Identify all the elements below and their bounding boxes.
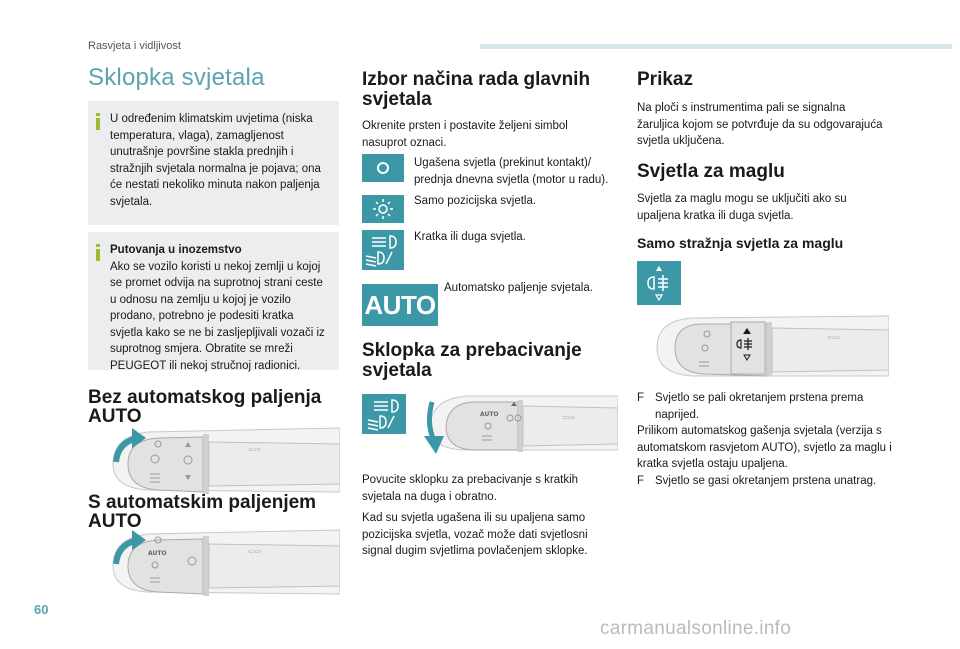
position-lights-icon [362, 195, 404, 223]
heading-mode-selection: Izbor načina rada glavnih svjetala [362, 69, 591, 110]
stalk-auto-label: AUTO [480, 411, 499, 418]
mode-text-off: Ugašena svjetla (prekinut kontakt)/ prednja dnevna svjetla (motor u radu). [414, 157, 609, 186]
stalk-illustration-no-auto [88, 422, 340, 500]
rear-fog-instructions [637, 390, 893, 489]
svg-text:⇦⇨: ⇦⇨ [248, 445, 262, 454]
heading-display: Prikaz [637, 69, 693, 90]
section-header: Rasvjeta i vidljivost [88, 40, 181, 52]
pull-arrow-icon [422, 400, 452, 456]
info-text-condensation: U određenim klimatskim uvjetima (niska temperatura, vlaga), zamagljenost unutrašnje površine stakla prednjih i stražnjih svjetala normalna je pojava; ona će nestati nekoliko minuta nakon paljenja svjetala. [110, 113, 321, 208]
mode-text-beam: Kratka ili duga svjetla. [414, 231, 526, 243]
stalk-illustration-switch [412, 390, 618, 456]
switch-text-1: Povucite sklopku za prebacivanje s kratkih svjetala na duga i obratno. [362, 474, 579, 503]
heading-auto: S automatskim paljenjem AUTO [88, 492, 317, 532]
list-item [637, 390, 893, 423]
svg-text:⇦⇨: ⇦⇨ [248, 547, 262, 556]
info-text-travel: Ako se vozilo koristi u nekoj zemlji u kojoj se promet odvija na suprotnoj strani ceste u odnosu na zemlju u kojoj je vozilo prodano, potrebno je podesiti kratka svjetla kako se ne bi zasljepljivali vozači iz suprotnog smjera. Obratite se mreži PEUGEOT ili nekoj stručnoj radionici. [110, 260, 325, 372]
rotate-arrow-icon [112, 528, 148, 568]
list-item [637, 473, 893, 490]
heading-fog: Svjetla za maglu [637, 161, 785, 182]
heading-rear-fog: Samo stražnja svjetla za maglu [637, 235, 844, 251]
off-icon [362, 154, 404, 182]
mode-text-position: Samo pozicijska svjetla. [414, 195, 537, 207]
low-high-beam-icon [362, 230, 404, 270]
beam-switch-icon [362, 394, 406, 434]
info-box-travel [88, 232, 339, 370]
mode-intro-text: Okrenite prsten i postavite željeni simbol nasuprot oznaci. [362, 120, 568, 149]
mode-text-auto: Automatsko paljenje svjetala. [444, 282, 593, 294]
svg-text:⇦⇨: ⇦⇨ [827, 333, 841, 342]
bullet-glyph: F [637, 392, 645, 404]
bullet-glyph: F [637, 474, 645, 487]
fog-text: Svjetla za maglu mogu se uključiti ako su upaljena kratka ili duga svjetla. [637, 193, 847, 222]
switch-text-2: Kad su svjetla ugašena ili su upaljena samo pozicijska svjetla, vozač može dati svjetlosni signal dugim svjetlima povlačenjem sklopke. [362, 512, 588, 557]
stalk-illustration-auto [88, 524, 340, 602]
auto-off-text: Prilikom automatskog gašenja svjetala (verzija s automatskom rasvjetom AUTO), svjetlo za maglu i kratka svjetla ostaju upaljena. [637, 425, 892, 470]
info-title-travel: Putovanja u inozemstvo [110, 244, 242, 256]
heading-no-auto: Bez automatskog paljenja AUTO [88, 387, 322, 427]
auto-icon [362, 284, 438, 326]
bullet-text-2: Svjetlo se gasi okretanjem prstena unatrag. [655, 474, 877, 487]
header-bar [480, 44, 952, 49]
auto-icon-label: AUTO [364, 290, 436, 320]
watermark: carmanualsonline.info [600, 618, 792, 639]
info-icon [96, 244, 100, 260]
svg-text:⇦⇨: ⇦⇨ [562, 413, 576, 422]
bullet-text-1: Svjetlo se pali okretanjem prstena prema naprijed. [655, 392, 864, 421]
page-title: Sklopka svjetala [88, 64, 265, 91]
page-number: 60 [34, 602, 49, 617]
rear-fog-icon [637, 261, 681, 305]
heading-switch: Sklopka za prebacivanje svjetala [362, 340, 582, 381]
info-box-condensation [88, 101, 339, 225]
display-text: Na ploči s instrumentima pali se signalna žaruljica kojom se potvrđuje da su odgovarajuća svjetla uključena. [637, 102, 883, 147]
stalk-illustration-fog [637, 310, 889, 382]
info-icon [96, 113, 100, 129]
rotate-arrow-icon [112, 426, 148, 466]
stalk-auto-label: AUTO [148, 550, 167, 557]
